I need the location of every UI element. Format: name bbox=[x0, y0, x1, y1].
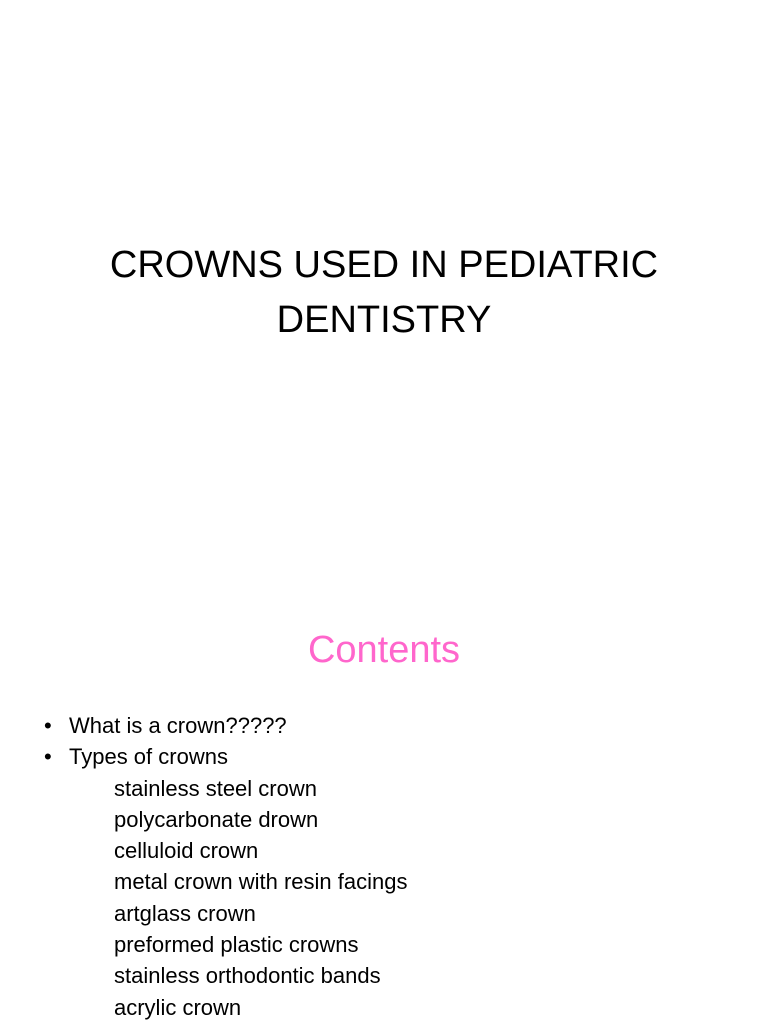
list-item: acrylic crown bbox=[114, 994, 242, 1020]
contents-bullet-list bbox=[44, 710, 407, 1023]
bullet-item-what-is-crown bbox=[44, 710, 407, 741]
slide-title-line-1: CROWNS USED IN PEDIATRIC bbox=[109, 244, 659, 286]
bullet-dot-icon: • bbox=[44, 744, 52, 770]
list-item: stainless orthodontic bands bbox=[114, 963, 381, 989]
bullet-dot-icon: • bbox=[44, 713, 52, 738]
list-item: preformed plastic crowns bbox=[114, 932, 359, 958]
contents-slide bbox=[0, 576, 768, 1024]
list-item: polycarbonate drown bbox=[114, 806, 319, 832]
bullet-label: What is a crown????? bbox=[69, 713, 287, 738]
list-item: stainless steel crown bbox=[114, 775, 317, 801]
bullet-label: Types of crowns bbox=[69, 744, 228, 770]
slide-title bbox=[60, 238, 708, 348]
list-item: metal crown with resin facings bbox=[114, 869, 408, 895]
list-item: artglass crown bbox=[114, 900, 256, 926]
crown-types-list bbox=[69, 773, 407, 1023]
slide-title-line-2: DENTISTRY bbox=[276, 299, 492, 341]
bullet-item-types-of-crowns bbox=[44, 741, 407, 1023]
contents-heading: Contents bbox=[307, 629, 461, 671]
list-item: celluloid crown bbox=[114, 838, 259, 864]
